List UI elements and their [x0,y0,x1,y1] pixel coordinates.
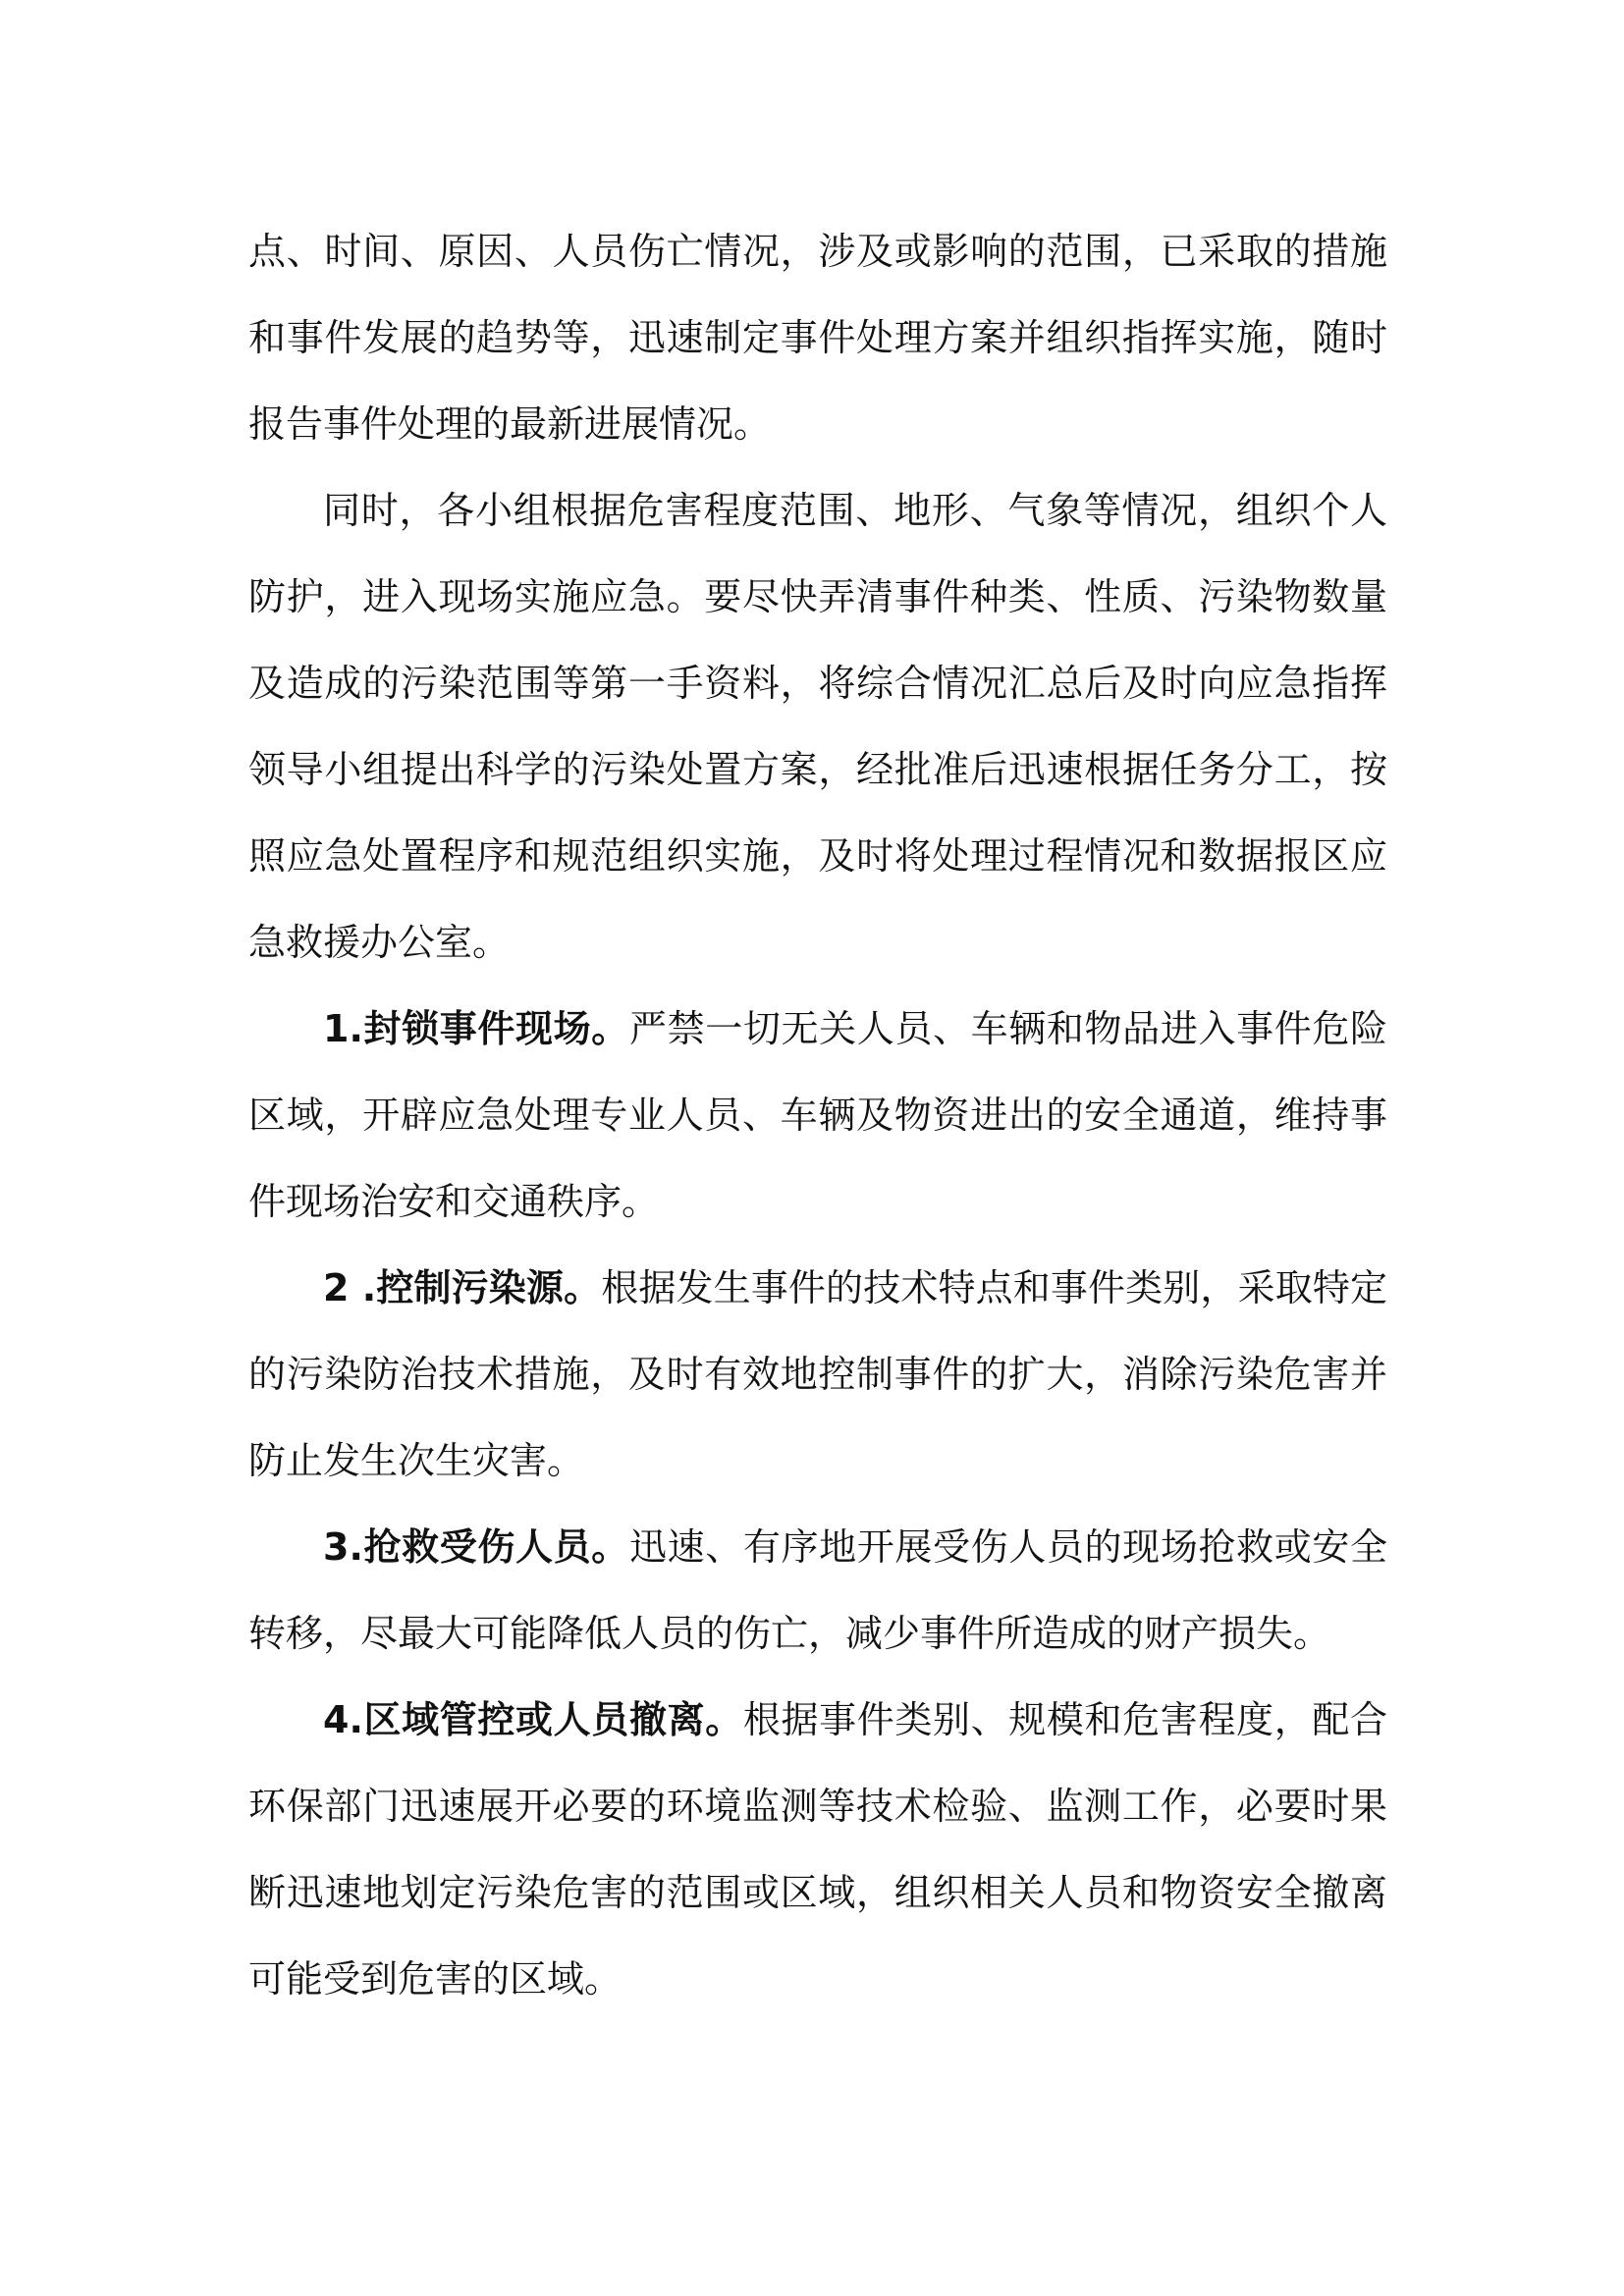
body-text [248,208,1387,2022]
paragraph-item-1 [248,986,1387,1245]
paragraph-text: 同时，各小组根据危害程度范围、地形、气象等情况，组织个人防护，进入现场实施应急。要尽快弄清事件种类、性质、污染物数量及造成的污染范围等第一手资料，将综合情况汇总后及时向应急指挥领导小组提出科学的污染处置方案，经批准后迅速根据任务分工，按照应急处置程序和规范组织实施，及时将处理过程情况和数据报区应急救援办公室。 [248,489,1387,964]
paragraph-item-3 [248,1504,1387,1677]
paragraph-text: 迅速、有序地开展受伤人员的现场抢救或安全转移，尽最大可能降低人员的伤亡，减少事件所造成的财产损失。 [248,1525,1387,1655]
paragraph-item-4 [248,1677,1387,2022]
item-heading: 1.封锁事件现场。 [323,1007,629,1050]
item-heading: 2 .控制污染源。 [323,1266,602,1309]
paragraph-emergency-response [248,467,1387,986]
paragraph-text: 根据事件类别、规模和危害程度，配合环保部门迅速展开必要的环境监测等技术检验、监测工作，必要时果断迅速地划定污染危害的范围或区域，组织相关人员和物资安全撤离可能受到危害的区域。 [248,1698,1387,2001]
item-heading: 3.抢救受伤人员。 [323,1525,629,1569]
paragraph-item-2 [248,1245,1387,1504]
item-heading: 4.区域管控或人员撤离。 [323,1698,743,1741]
paragraph-text: 点、时间、原因、人员伤亡情况，涉及或影响的范围，已采取的措施和事件发展的趋势等，迅速制定事件处理方案并组织指挥实施，随时报告事件处理的最新进展情况。 [248,230,1387,446]
paragraph-continuation [248,208,1387,467]
paragraph-text: 严禁一切无关人员、车辆和物品进入事件危险区域，开辟应急处理专业人员、车辆及物资进出的安全通道，维持事件现场治安和交通秩序。 [248,1007,1387,1223]
paragraph-text: 根据发生事件的技术特点和事件类别，采取特定的污染防治技术措施，及时有效地控制事件的扩大，消除污染危害并防止发生次生灾害。 [248,1266,1387,1482]
